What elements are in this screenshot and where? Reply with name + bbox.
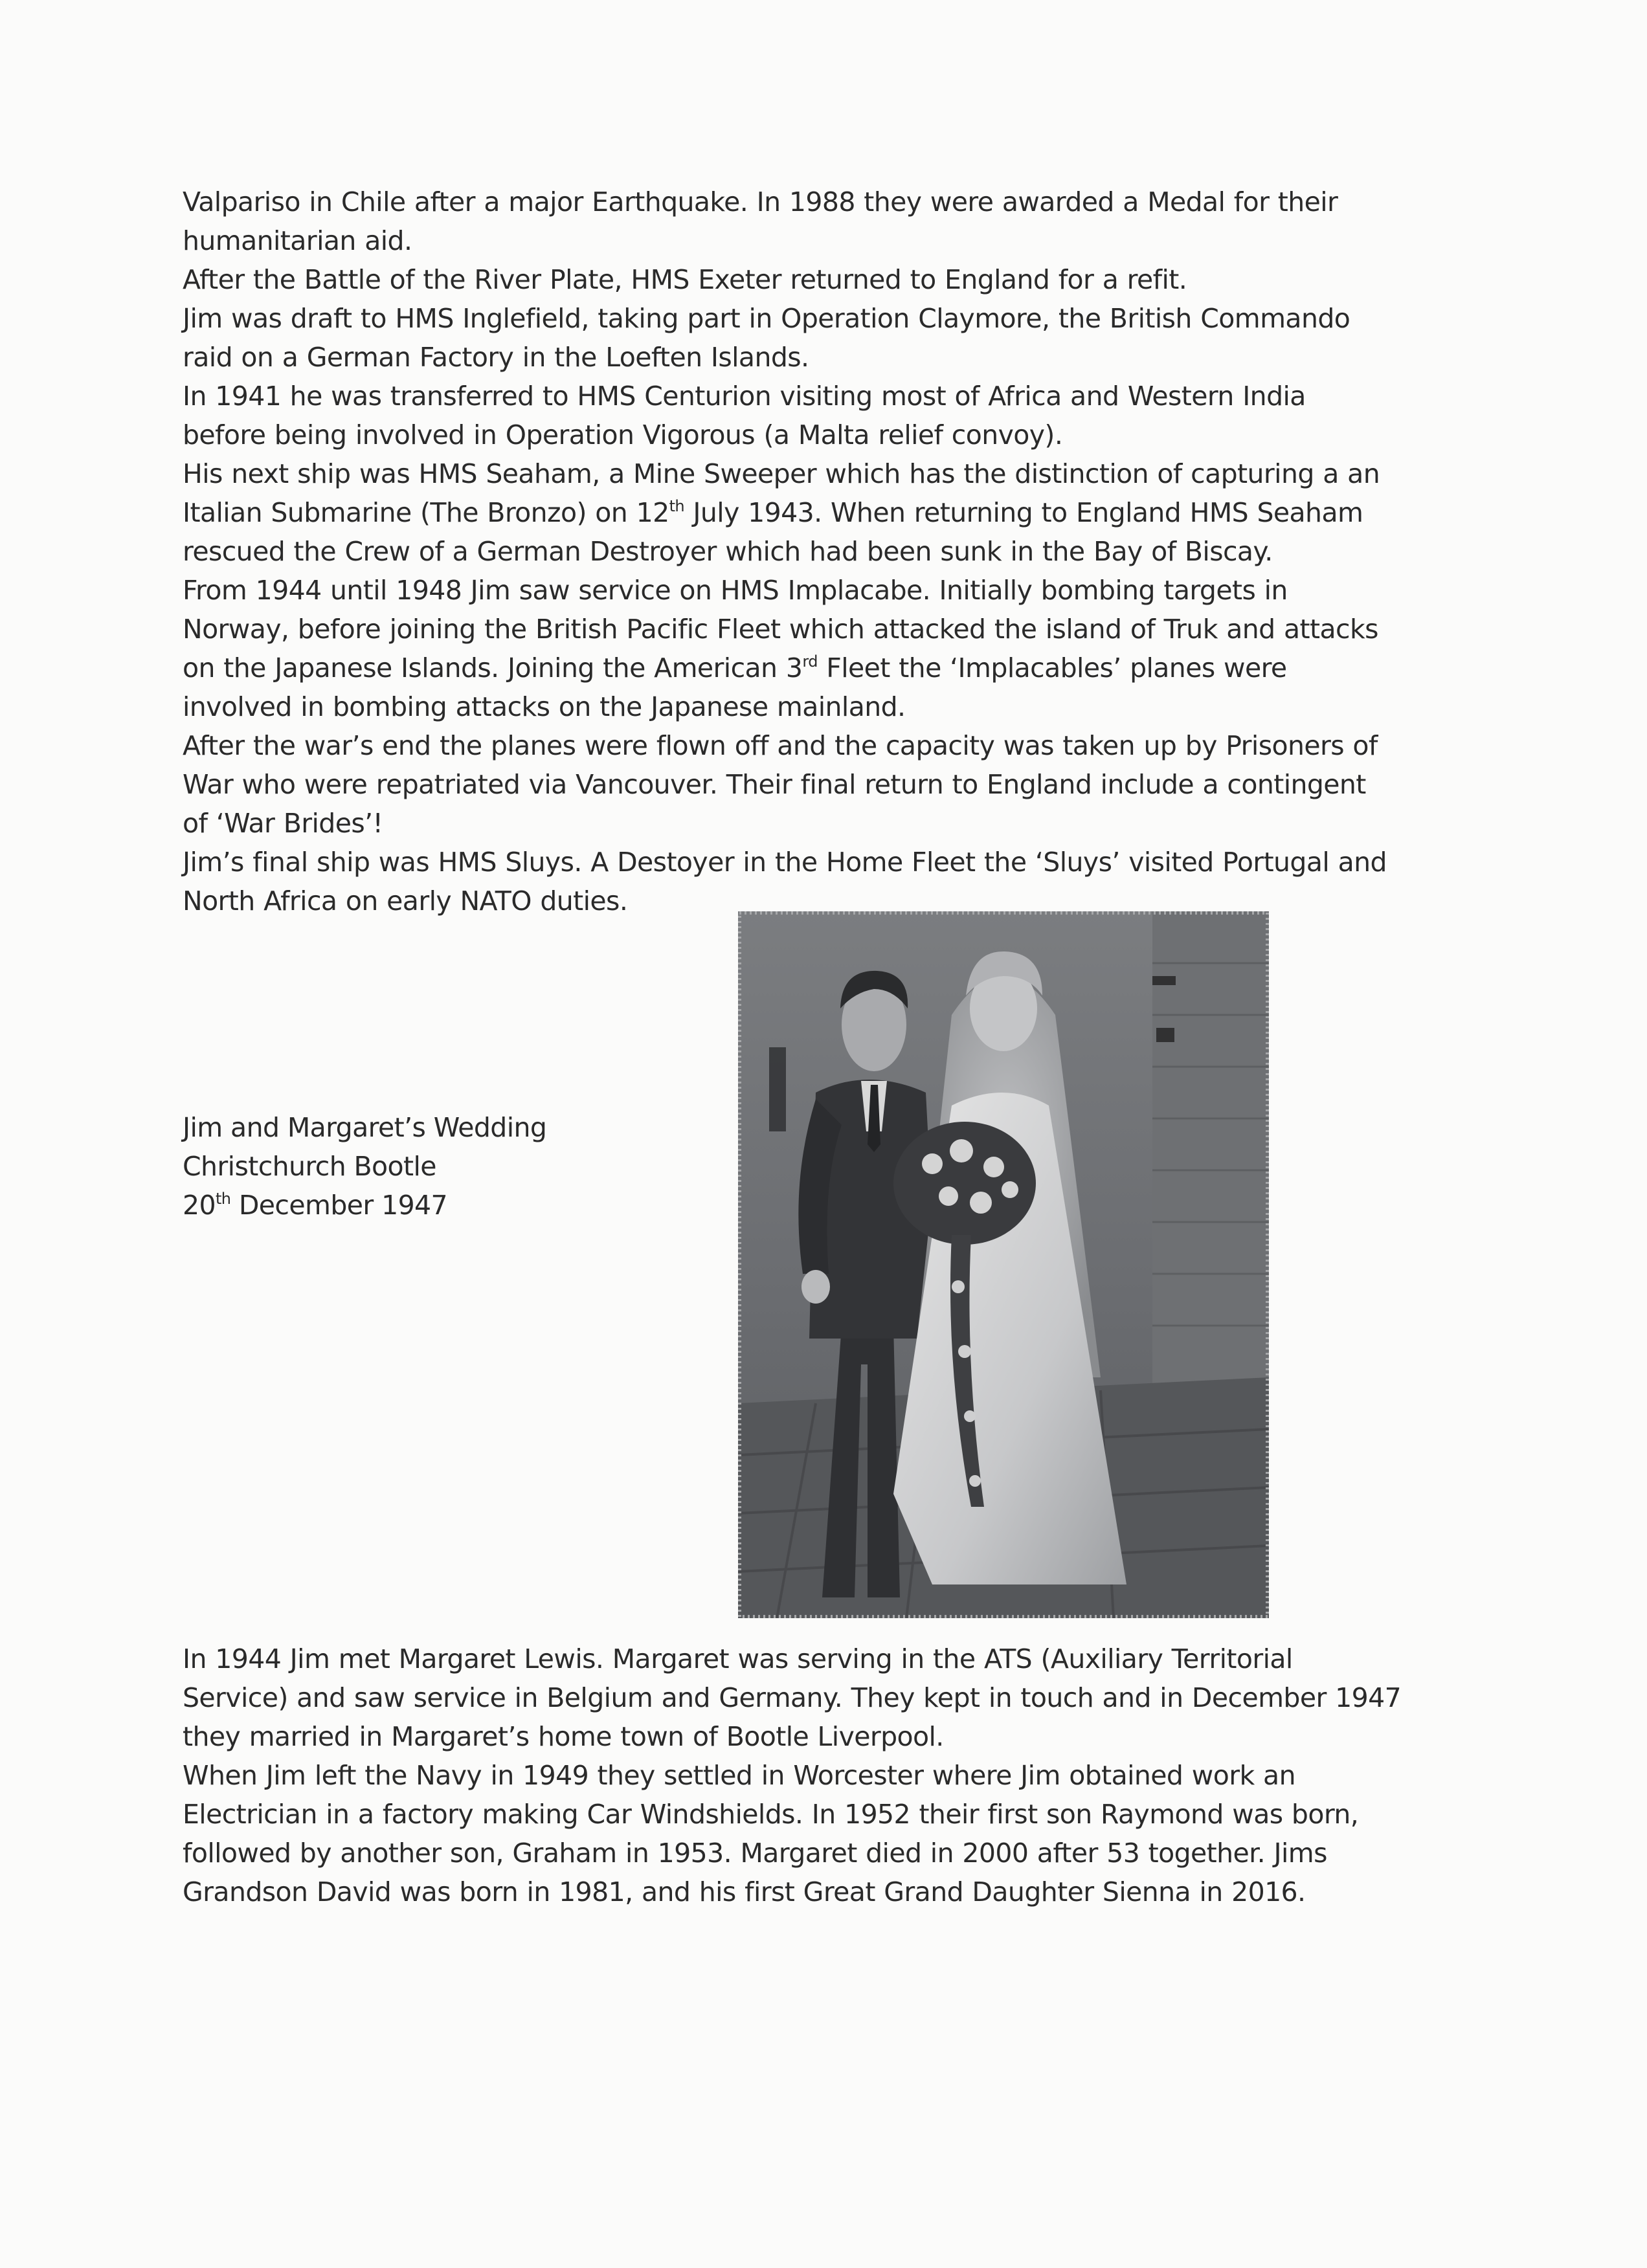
- text-line: before being involved in Operation Vigorous (a Malta relief convoy).: [183, 419, 1063, 450]
- text-line: they married in Margaret’s home town of Bootle Liverpool.: [183, 1721, 944, 1752]
- caption-date-suffix: th: [215, 1190, 231, 1208]
- text-line: [183, 649, 1387, 687]
- text-line: Norway, before joining the British Pacific Fleet which attacked the island of Truk and attacks: [183, 614, 1378, 645]
- text-line: After the war’s end the planes were flown off and the capacity was taken up by Prisoners of: [183, 730, 1378, 761]
- text-line: North Africa on early NATO duties.: [183, 885, 628, 917]
- caption-date-rest: December 1947: [230, 1190, 448, 1221]
- wedding-photo: [738, 911, 1269, 1618]
- ordinal-suffix: th: [669, 497, 684, 515]
- text-line: War who were repatriated via Vancouver. Their final return to England include a contingent: [183, 769, 1366, 800]
- text-line: [183, 493, 1387, 532]
- text-segment: Fleet the ‘Implacables’ planes were: [817, 652, 1287, 684]
- text-segment: Italian Submarine (The Bronzo) on 12: [183, 497, 669, 528]
- text-line: involved in bombing attacks on the Japanese mainland.: [183, 691, 906, 722]
- text-line: Service) and saw service in Belgium and Germany. They kept in touch and in December 1947: [183, 1682, 1402, 1713]
- ordinal-suffix: rd: [802, 652, 818, 671]
- text-line: Valpariso in Chile after a major Earthquake. In 1988 they were awarded a Medal for their: [183, 186, 1338, 217]
- text-segment: on the Japanese Islands. Joining the American 3: [183, 652, 803, 684]
- text-line: raid on a German Factory in the Loeften Islands.: [183, 342, 809, 373]
- text-line: His next ship was HMS Seaham, a Mine Sweeper which has the distinction of capturing a an: [183, 458, 1380, 489]
- text-line: In 1944 Jim met Margaret Lewis. Margaret was serving in the ATS (Auxiliary Territorial: [183, 1643, 1293, 1674]
- text-line: After the Battle of the River Plate, HMS Exeter returned to England for a refit.: [183, 264, 1187, 295]
- text-line: humanitarian aid.: [183, 225, 412, 256]
- text-line: Jim was draft to HMS Inglefield, taking part in Operation Claymore, the British Commando: [183, 303, 1350, 334]
- text-line: rescued the Crew of a German Destroyer which had been sunk in the Bay of Biscay.: [183, 536, 1273, 567]
- text-line: Electrician in a factory making Car Windshields. In 1952 their first son Raymond was born,: [183, 1799, 1359, 1830]
- wedding-photo-illustration: [738, 911, 1269, 1618]
- text-line: In 1941 he was transferred to HMS Centurion visiting most of Africa and Western India: [183, 381, 1306, 412]
- photo-caption: [183, 1108, 546, 1225]
- text-line: of ‘War Brides’!: [183, 808, 383, 839]
- caption-line-2: Christchurch Bootle: [183, 1151, 436, 1182]
- biography-text-bottom: [183, 1640, 1401, 1911]
- text-line: followed by another son, Graham in 1953. Margaret died in 2000 after 53 together. Jims: [183, 1838, 1327, 1869]
- biography-text-top: [183, 183, 1387, 920]
- caption-line-3: [183, 1186, 546, 1225]
- text-line: Jim’s final ship was HMS Sluys. A Destoyer in the Home Fleet the ‘Sluys’ visited Portugal and: [183, 847, 1387, 878]
- text-line: From 1944 until 1948 Jim saw service on HMS Implacabe. Initially bombing targets in: [183, 575, 1288, 606]
- caption-line-1: Jim and Margaret’s Wedding: [183, 1112, 547, 1143]
- caption-date-day: 20: [183, 1190, 216, 1221]
- text-line: When Jim left the Navy in 1949 they settled in Worcester where Jim obtained work an: [183, 1760, 1295, 1791]
- text-segment: July 1943. When returning to England HMS Seaham: [684, 497, 1363, 528]
- text-line: Grandson David was born in 1981, and his first Great Grand Daughter Sienna in 2016.: [183, 1876, 1306, 1907]
